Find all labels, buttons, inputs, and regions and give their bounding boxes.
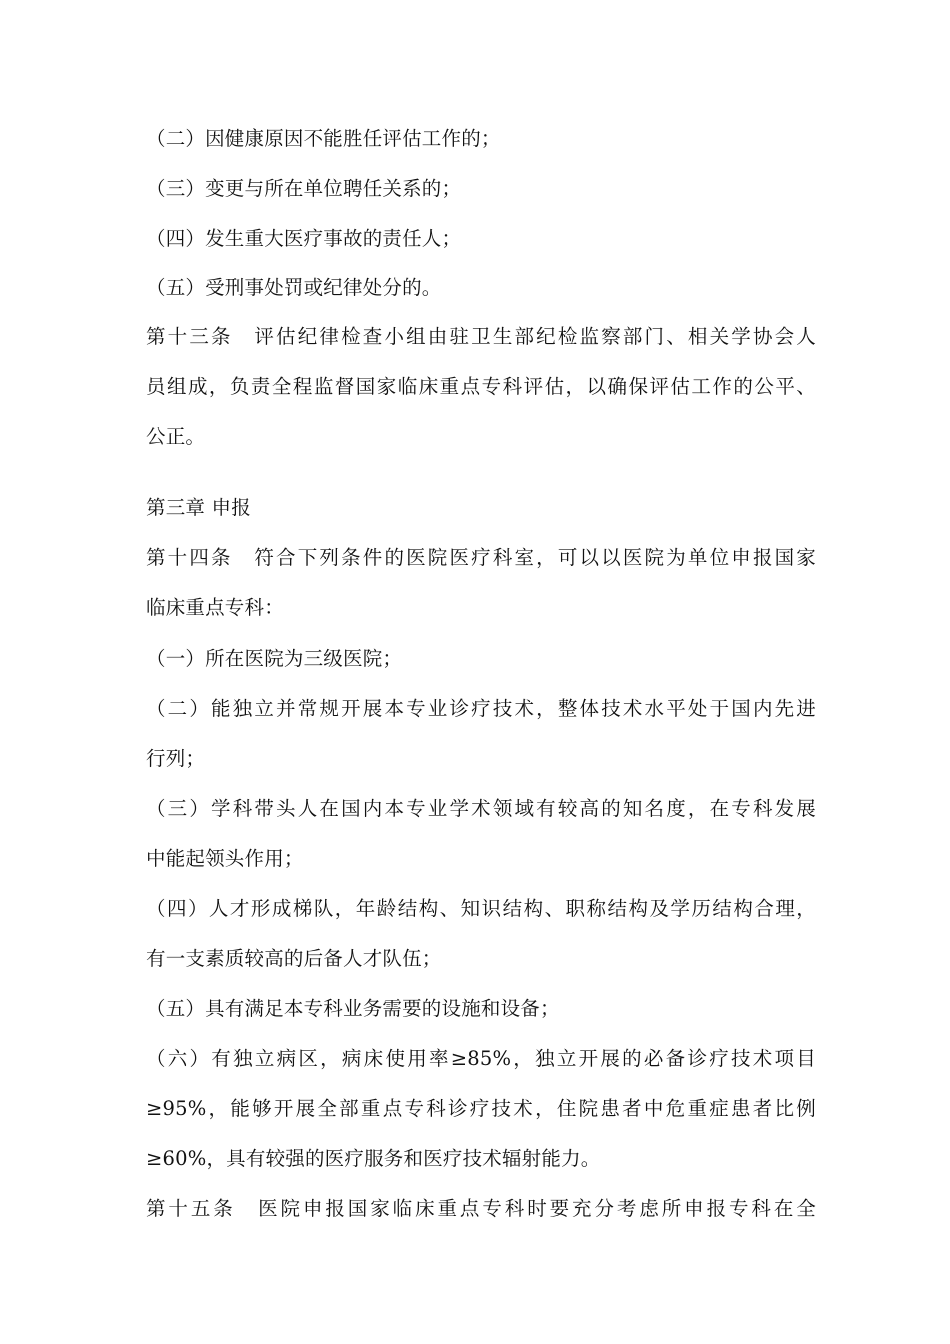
article-13-line-1: 第十三条 评估纪律检查小组由驻卫生部纪检监察部门、相关学协会人 <box>146 325 816 348</box>
condition-3-line-1: （三）学科带头人在国内本专业学术领域有较高的知名度，在专科发展 <box>146 797 816 820</box>
article-13-line-3: 公正。 <box>146 425 206 448</box>
chapter-heading: 第三章 申报 <box>146 496 251 519</box>
condition-5-line: （五）具有满足本专科业务需要的设施和设备； <box>146 997 560 1020</box>
article-14-line-1: 第十四条 符合下列条件的医院医疗科室，可以以医院为单位申报国家 <box>146 546 816 569</box>
condition-6-line-1: （六）有独立病区，病床使用率≥85%，独立开展的必备诊疗技术项目 <box>146 1047 816 1070</box>
article-15-line-1: 第十五条 医院申报国家临床重点专科时要充分考虑所申报专科在全 <box>146 1197 816 1220</box>
condition-4-line-2: 有一支素质较高的后备人才队伍； <box>146 947 442 970</box>
condition-2-line-1: （二）能独立并常规开展本专业诊疗技术，整体技术水平处于国内先进 <box>146 697 816 720</box>
text-line-1: （二）因健康原因不能胜任评估工作的； <box>146 127 501 150</box>
condition-2-line-2: 行列； <box>146 747 206 770</box>
article-13-line-2: 员组成，负责全程监督国家临床重点专科评估，以确保评估工作的公平、 <box>146 375 816 398</box>
text-line-4: （五）受刑事处罚或纪律处分的。 <box>146 276 442 299</box>
condition-1-line: （一）所在医院为三级医院； <box>146 647 403 670</box>
condition-6-line-3: ≥60%，具有较强的医疗服务和医疗技术辐射能力。 <box>146 1147 601 1170</box>
condition-6-line-2: ≥95%，能够开展全部重点专科诊疗技术，住院患者中危重症患者比例 <box>146 1097 816 1120</box>
condition-3-line-2: 中能起领头作用； <box>146 847 304 870</box>
text-line-2: （三）变更与所在单位聘任关系的； <box>146 177 462 200</box>
text-line-3: （四）发生重大医疗事故的责任人； <box>146 227 462 250</box>
article-14-line-2: 临床重点专科： <box>146 596 284 619</box>
condition-4-line-1: （四）人才形成梯队，年龄结构、知识结构、职称结构及学历结构合理， <box>146 897 816 920</box>
